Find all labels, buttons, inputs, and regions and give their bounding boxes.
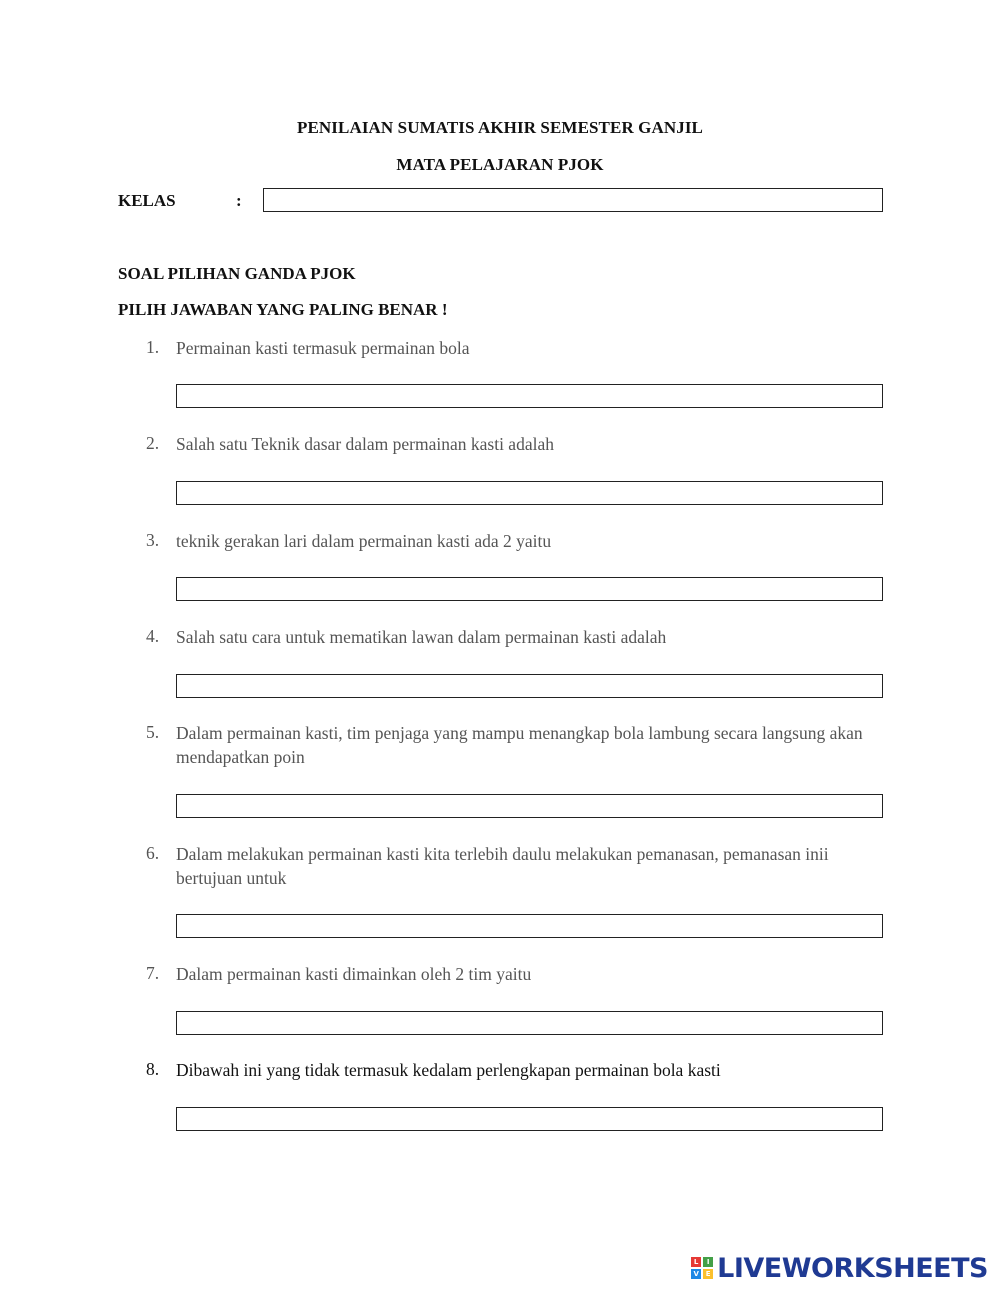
answer-input[interactable]: [176, 481, 883, 505]
answer-input[interactable]: [176, 794, 883, 818]
logo-letter: I: [703, 1257, 713, 1267]
section-instruction: PILIH JAWABAN YANG PALING BENAR !: [118, 300, 448, 319]
liveworksheets-logo: [691, 1254, 988, 1282]
question-number: 4.: [146, 626, 160, 646]
logo-letter: V: [691, 1269, 701, 1279]
answer-input[interactable]: [176, 1107, 883, 1131]
kelas-colon: :: [236, 191, 242, 210]
subject-title: MATA PELAJARAN PJOK: [396, 155, 604, 174]
answer-input[interactable]: [176, 577, 883, 601]
logo-letter: E: [703, 1269, 713, 1279]
answer-input[interactable]: [176, 384, 883, 408]
question-text: Dalam permainan kasti, tim penjaga yang mampu menangkap bola lambung secara langsung akan mendapatkan poin: [176, 723, 863, 767]
logo-text: LIVEWORKSHEETS: [717, 1252, 988, 1284]
question-number: 8.: [146, 1059, 160, 1079]
answer-input[interactable]: [176, 1011, 883, 1035]
kelas-input[interactable]: [263, 188, 883, 212]
question-text: Dalam permainan kasti dimainkan oleh 2 tim yaitu: [176, 964, 532, 984]
question-text: teknik gerakan lari dalam permainan kasti ada 2 yaitu: [176, 531, 552, 551]
question-text: Salah satu cara untuk mematikan lawan dalam permainan kasti adalah: [176, 627, 667, 647]
question-number: 6.: [146, 843, 160, 863]
answer-input[interactable]: [176, 914, 883, 938]
question-text: Salah satu Teknik dasar dalam permainan kasti adalah: [176, 434, 554, 454]
page-title: PENILAIAN SUMATIS AKHIR SEMESTER GANJIL: [297, 118, 703, 137]
logo-letter: L: [691, 1257, 701, 1267]
logo-mark-icon: [691, 1257, 713, 1279]
section-heading: SOAL PILIHAN GANDA PJOK: [118, 264, 356, 283]
question-number: 5.: [146, 722, 160, 742]
question-text: Dibawah ini yang tidak termasuk kedalam perlengkapan permainan bola kasti: [176, 1060, 721, 1080]
question-number: 2.: [146, 433, 160, 453]
question-number: 7.: [146, 963, 160, 983]
question-number: 3.: [146, 530, 160, 550]
kelas-label: KELAS: [118, 191, 176, 210]
answer-input[interactable]: [176, 674, 883, 698]
question-text: Permainan kasti termasuk permainan bola: [176, 338, 470, 358]
question-number: 1.: [146, 337, 160, 357]
question-text: Dalam melakukan permainan kasti kita terlebih daulu melakukan pemanasan, pemanasan inii bertujuan untuk: [176, 844, 829, 888]
